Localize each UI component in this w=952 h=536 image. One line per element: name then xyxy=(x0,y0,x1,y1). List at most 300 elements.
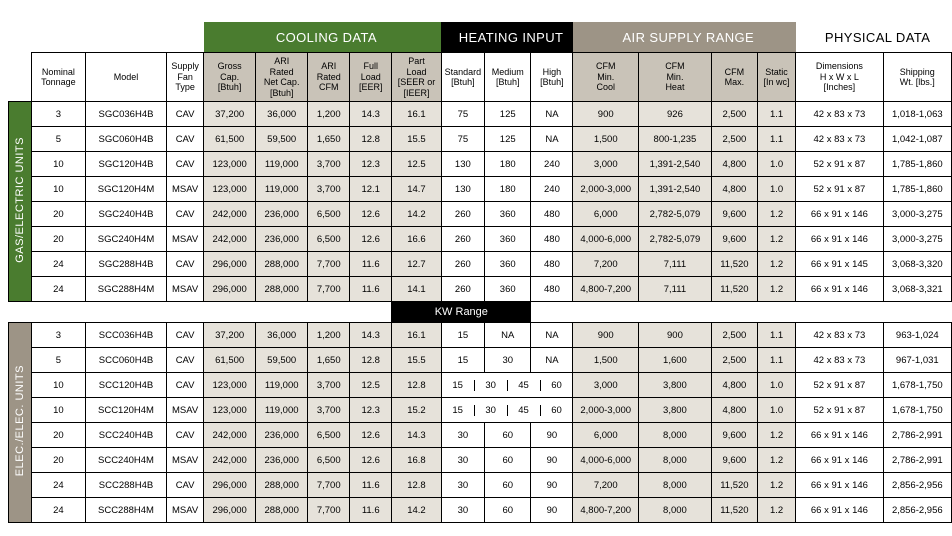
cell-model: SGC240H4M xyxy=(85,227,166,252)
cell-ari-net-cap: 288,000 xyxy=(256,473,308,498)
table-row xyxy=(9,277,952,302)
cell-nominal-tonnage: 10 xyxy=(32,373,86,398)
cell-supply-fan-type: CAV xyxy=(167,373,204,398)
cell-full-load-eer: 12.6 xyxy=(350,227,392,252)
cell-supply-fan-type: CAV xyxy=(167,152,204,177)
cell-cfm-min-cool: 4,800-7,200 xyxy=(573,498,639,523)
cell-cfm-min-heat: 1,391-2,540 xyxy=(639,177,712,202)
label-seer: [SEER or xyxy=(397,77,436,87)
label-medium-btuh: [Btuh] xyxy=(495,77,520,87)
cell-medium-btuh: 360 xyxy=(485,277,531,302)
cell-part-load-seer: 14.1 xyxy=(392,277,442,302)
table-row xyxy=(9,323,952,348)
cell-ari-cfm: 1,650 xyxy=(308,348,350,373)
cell-supply-fan-type: CAV xyxy=(167,473,204,498)
elec-elec-section xyxy=(9,323,952,523)
cell-nominal-tonnage: 20 xyxy=(32,202,86,227)
cell-cfm-min-cool: 4,800-7,200 xyxy=(573,277,639,302)
cell-nominal-tonnage: 5 xyxy=(32,348,86,373)
cell-part-load-seer: 12.8 xyxy=(392,373,442,398)
cell-cfm-min-cool: 4,000-6,000 xyxy=(573,448,639,473)
cell-kw-standard: 30 xyxy=(441,473,484,498)
table-row xyxy=(9,102,952,127)
cell-dimensions: 66 x 91 x 146 xyxy=(796,473,883,498)
cell-cfm-min-heat: 8,000 xyxy=(639,498,712,523)
cell-cfm-max: 11,520 xyxy=(711,277,757,302)
cell-ari-cfm: 3,700 xyxy=(308,152,350,177)
cell-supply-fan-type: CAV xyxy=(167,423,204,448)
table-row xyxy=(9,398,952,423)
cell-supply-fan-type: MSAV xyxy=(167,227,204,252)
label-eer: [EER] xyxy=(358,82,383,93)
label-supply: Supply xyxy=(171,61,199,72)
cell-dimensions: 52 x 91 x 87 xyxy=(796,373,883,398)
cell-standard-btuh: 75 xyxy=(441,127,484,152)
label-model: Model xyxy=(113,71,139,82)
cell-static: 1.1 xyxy=(757,127,795,152)
cell-cfm-min-cool: 2,000-3,000 xyxy=(573,398,639,423)
label-netcap: Net Cap. xyxy=(263,77,300,87)
label-gross-btuh: [Btuh] xyxy=(217,82,242,93)
table-row xyxy=(9,473,952,498)
label-cfm: CFM xyxy=(318,82,339,93)
col-header-cfm-min-heat xyxy=(639,53,712,102)
kw-blank-right xyxy=(531,302,952,323)
col-header-shipping-weight xyxy=(883,53,951,102)
label-ari-1: ARI xyxy=(274,56,290,66)
kw-range-label: KW Range xyxy=(392,302,531,323)
group-header-cooling-data: COOLING DATA xyxy=(204,22,442,53)
cell-nominal-tonnage: 3 xyxy=(32,323,86,348)
cell-kw-standard: 15 xyxy=(441,348,484,373)
cell-dimensions: 42 x 83 x 73 xyxy=(796,102,883,127)
label-inwc: [In wc] xyxy=(763,77,790,87)
cell-high-btuh: 480 xyxy=(531,252,573,277)
label-static: Static xyxy=(765,66,788,77)
cell-dimensions: 66 x 91 x 146 xyxy=(796,448,883,473)
cell-kw-medium: 60 xyxy=(485,448,531,473)
cell-standard-btuh: 260 xyxy=(441,277,484,302)
col-header-dimensions xyxy=(796,53,883,102)
cell-medium-btuh: 360 xyxy=(485,202,531,227)
cell-ari-net-cap: 288,000 xyxy=(256,498,308,523)
cell-kw-medium: 30 xyxy=(485,348,531,373)
cell-model: SCC060H4B xyxy=(85,348,166,373)
cell-part-load-seer: 14.7 xyxy=(392,177,442,202)
cell-part-load-seer: 14.3 xyxy=(392,423,442,448)
cell-medium-btuh: 125 xyxy=(485,127,531,152)
label-load-2: Load xyxy=(406,66,427,77)
cell-model: SCC240H4B xyxy=(85,423,166,448)
cell-cfm-min-heat: 926 xyxy=(639,102,712,127)
cell-gross-cap: 61,500 xyxy=(204,348,256,373)
group-header-physical-data: PHYSICAL DATA xyxy=(796,22,952,53)
cell-full-load-eer: 11.6 xyxy=(350,498,392,523)
cell-kw-value: 60 xyxy=(540,380,573,391)
cell-nominal-tonnage: 5 xyxy=(32,127,86,152)
cell-static: 1.1 xyxy=(757,348,795,373)
cell-gross-cap: 37,200 xyxy=(204,323,256,348)
cell-cfm-min-heat: 8,000 xyxy=(639,448,712,473)
cell-static: 1.1 xyxy=(757,323,795,348)
cell-cfm-min-cool: 4,000-6,000 xyxy=(573,227,639,252)
banner-blank-3 xyxy=(167,22,204,53)
cell-cfm-max: 9,600 xyxy=(711,448,757,473)
cell-supply-fan-type: MSAV xyxy=(167,448,204,473)
cell-shipping-weight: 1,042-1,087 xyxy=(883,127,951,152)
cell-gross-cap: 37,200 xyxy=(204,102,256,127)
cell-shipping-weight: 1,018-1,063 xyxy=(883,102,951,127)
cell-part-load-seer: 16.1 xyxy=(392,102,442,127)
cell-model: SCC036H4B xyxy=(85,323,166,348)
cell-gross-cap: 242,000 xyxy=(204,423,256,448)
cell-full-load-eer: 12.3 xyxy=(350,152,392,177)
col-header-cfm-min-cool xyxy=(573,53,639,102)
cell-supply-fan-type: MSAV xyxy=(167,277,204,302)
col-header-standard-btuh xyxy=(441,53,484,102)
cell-shipping-weight: 2,786-2,991 xyxy=(883,448,951,473)
cell-kw-value: 30 xyxy=(474,380,507,391)
cell-standard-btuh: 260 xyxy=(441,252,484,277)
cell-cfm-min-cool: 900 xyxy=(573,102,639,127)
cell-kw-range-group xyxy=(441,398,573,423)
cell-model: SCC120H4M xyxy=(85,398,166,423)
side-label-gas-electric-units xyxy=(9,102,32,302)
cell-dimensions: 66 x 91 x 146 xyxy=(796,423,883,448)
cell-nominal-tonnage: 3 xyxy=(32,102,86,127)
cell-ari-cfm: 3,700 xyxy=(308,398,350,423)
cell-cfm-max: 2,500 xyxy=(711,127,757,152)
table-row xyxy=(9,252,952,277)
cell-gross-cap: 296,000 xyxy=(204,277,256,302)
cell-ari-net-cap: 236,000 xyxy=(256,227,308,252)
cell-kw-value: 45 xyxy=(507,380,540,391)
table-row xyxy=(9,202,952,227)
cell-ari-cfm: 7,700 xyxy=(308,498,350,523)
cell-kw-standard: 30 xyxy=(441,448,484,473)
cell-part-load-seer: 14.2 xyxy=(392,202,442,227)
cell-static: 1.2 xyxy=(757,448,795,473)
cell-gross-cap: 242,000 xyxy=(204,448,256,473)
cell-part-load-seer: 15.2 xyxy=(392,398,442,423)
cell-nominal-tonnage: 24 xyxy=(32,277,86,302)
cell-kw-range-group xyxy=(441,373,573,398)
specification-table xyxy=(8,22,952,523)
label-cfm-3: CFM xyxy=(724,66,745,77)
label-net-btuh: [Btuh] xyxy=(269,87,294,98)
cell-model: SCC240H4M xyxy=(85,448,166,473)
cell-standard-btuh: 130 xyxy=(441,152,484,177)
cell-model: SGC036H4B xyxy=(85,102,166,127)
label-cap: Cap. xyxy=(220,71,240,82)
cell-model: SCC288H4B xyxy=(85,473,166,498)
cell-cfm-min-heat: 3,800 xyxy=(639,398,712,423)
cell-supply-fan-type: CAV xyxy=(167,127,204,152)
table-row xyxy=(9,227,952,252)
cell-ari-cfm: 6,500 xyxy=(308,423,350,448)
label-cool: Cool xyxy=(596,82,615,93)
cell-supply-fan-type: CAV xyxy=(167,252,204,277)
col-header-cfm-max xyxy=(711,53,757,102)
col-header-full-load-eer xyxy=(350,53,392,102)
cell-nominal-tonnage: 10 xyxy=(32,177,86,202)
label-part: Part xyxy=(408,56,425,66)
label-wt-lbs: Wt. [lbs.] xyxy=(899,77,935,87)
cell-high-btuh: 480 xyxy=(531,202,573,227)
cell-full-load-eer: 12.8 xyxy=(350,348,392,373)
cell-cfm-min-cool: 3,000 xyxy=(573,152,639,177)
label-ieer: [IEER] xyxy=(403,87,430,98)
cell-model: SGC120H4B xyxy=(85,152,166,177)
cell-supply-fan-type: CAV xyxy=(167,323,204,348)
cell-dimensions: 52 x 91 x 87 xyxy=(796,398,883,423)
banner-blank-2 xyxy=(85,22,166,53)
cell-cfm-min-heat: 3,800 xyxy=(639,373,712,398)
cell-static: 1.0 xyxy=(757,152,795,177)
cell-ari-net-cap: 36,000 xyxy=(256,323,308,348)
cell-model: SGC288H4B xyxy=(85,252,166,277)
table-row xyxy=(9,498,952,523)
cell-kw-medium: 60 xyxy=(485,473,531,498)
cell-ari-net-cap: 59,500 xyxy=(256,127,308,152)
table-row xyxy=(9,423,952,448)
cell-nominal-tonnage: 20 xyxy=(32,423,86,448)
side-label-text: GAS/ELECTRIC UNITS xyxy=(14,137,26,263)
cell-supply-fan-type: MSAV xyxy=(167,398,204,423)
cell-model: SGC288H4M xyxy=(85,277,166,302)
column-header-row xyxy=(9,53,952,102)
cell-cfm-max: 4,800 xyxy=(711,398,757,423)
cell-cfm-min-cool: 900 xyxy=(573,323,639,348)
cell-ari-cfm: 6,500 xyxy=(308,202,350,227)
cell-cfm-min-heat: 7,111 xyxy=(639,252,712,277)
cell-full-load-eer: 12.6 xyxy=(350,202,392,227)
label-min-2: Min. xyxy=(666,71,684,82)
cell-ari-net-cap: 119,000 xyxy=(256,398,308,423)
cell-kw-value: 60 xyxy=(540,405,573,416)
cell-ari-cfm: 1,650 xyxy=(308,127,350,152)
table-row xyxy=(9,177,952,202)
cell-full-load-eer: 14.3 xyxy=(350,102,392,127)
cell-cfm-max: 11,520 xyxy=(711,252,757,277)
label-tonnage: Tonnage xyxy=(41,77,76,87)
cell-supply-fan-type: MSAV xyxy=(167,498,204,523)
cell-model: SCC288H4M xyxy=(85,498,166,523)
label-ari-2: ARI xyxy=(321,61,337,72)
cell-ari-net-cap: 236,000 xyxy=(256,202,308,227)
cell-shipping-weight: 3,000-3,275 xyxy=(883,202,951,227)
label-inches: [Inches] xyxy=(823,82,856,93)
label-medium: Medium xyxy=(491,66,524,77)
cell-kw-standard: 30 xyxy=(441,423,484,448)
cell-supply-fan-type: MSAV xyxy=(167,177,204,202)
gas-electric-section xyxy=(9,102,952,302)
cell-ari-net-cap: 236,000 xyxy=(256,423,308,448)
cell-full-load-eer: 12.1 xyxy=(350,177,392,202)
col-header-ari-cfm xyxy=(308,53,350,102)
cell-dimensions: 66 x 91 x 146 xyxy=(796,202,883,227)
label-standard: Standard xyxy=(444,66,482,77)
cell-dimensions: 42 x 83 x 73 xyxy=(796,323,883,348)
cell-ari-net-cap: 36,000 xyxy=(256,102,308,127)
cell-ari-net-cap: 59,500 xyxy=(256,348,308,373)
col-header-nominal-tonnage xyxy=(32,53,86,102)
cell-cfm-max: 2,500 xyxy=(711,102,757,127)
cell-medium-btuh: 180 xyxy=(485,152,531,177)
kw-blank-side xyxy=(9,302,32,323)
cell-high-btuh: 240 xyxy=(531,177,573,202)
cell-gross-cap: 61,500 xyxy=(204,127,256,152)
cell-gross-cap: 123,000 xyxy=(204,152,256,177)
cell-static: 1.0 xyxy=(757,398,795,423)
cell-cfm-max: 2,500 xyxy=(711,323,757,348)
cell-ari-net-cap: 119,000 xyxy=(256,373,308,398)
cell-ari-cfm: 3,700 xyxy=(308,373,350,398)
label-hwl: H x W x L xyxy=(819,71,859,82)
cell-cfm-min-heat: 800-1,235 xyxy=(639,127,712,152)
cell-shipping-weight: 963-1,024 xyxy=(883,323,951,348)
cell-model: SGC060H4B xyxy=(85,127,166,152)
cell-part-load-seer: 16.6 xyxy=(392,227,442,252)
cell-shipping-weight: 1,678-1,750 xyxy=(883,398,951,423)
kw-blank-left xyxy=(32,302,392,323)
cell-shipping-weight: 2,856-2,956 xyxy=(883,473,951,498)
table-row xyxy=(9,127,952,152)
label-fan: Fan xyxy=(177,71,193,82)
cell-standard-btuh: 260 xyxy=(441,227,484,252)
cell-static: 1.2 xyxy=(757,473,795,498)
cell-static: 1.2 xyxy=(757,252,795,277)
label-gross: Gross xyxy=(217,61,242,72)
cell-static: 1.0 xyxy=(757,177,795,202)
cell-ari-cfm: 7,700 xyxy=(308,277,350,302)
cell-gross-cap: 242,000 xyxy=(204,227,256,252)
cell-kw-high: 90 xyxy=(531,498,573,523)
cell-kw-value: 45 xyxy=(507,405,540,416)
cell-cfm-max: 4,800 xyxy=(711,373,757,398)
label-shipping: Shipping xyxy=(899,66,935,77)
cell-model: SGC120H4M xyxy=(85,177,166,202)
cell-part-load-seer: 15.5 xyxy=(392,127,442,152)
cell-kw-value: 15 xyxy=(452,404,463,416)
cell-medium-btuh: 180 xyxy=(485,177,531,202)
cell-medium-btuh: 125 xyxy=(485,102,531,127)
cell-cfm-max: 9,600 xyxy=(711,227,757,252)
cell-ari-cfm: 7,700 xyxy=(308,473,350,498)
cell-standard-btuh: 130 xyxy=(441,177,484,202)
cell-ari-cfm: 7,700 xyxy=(308,252,350,277)
cell-static: 1.2 xyxy=(757,423,795,448)
col-header-ari-net-cap xyxy=(256,53,308,102)
group-header-air-supply-range: AIR SUPPLY RANGE xyxy=(573,22,796,53)
label-cfm-2: CFM xyxy=(665,61,685,72)
cell-ari-net-cap: 288,000 xyxy=(256,277,308,302)
cell-cfm-max: 4,800 xyxy=(711,177,757,202)
cell-shipping-weight: 2,856-2,956 xyxy=(883,498,951,523)
cell-shipping-weight: 3,000-3,275 xyxy=(883,227,951,252)
cell-shipping-weight: 1,678-1,750 xyxy=(883,373,951,398)
label-rated-2: Rated xyxy=(316,71,341,82)
label-high-btuh: [Btuh] xyxy=(540,77,564,87)
cell-kw-value: 30 xyxy=(474,405,507,416)
cell-dimensions: 66 x 91 x 146 xyxy=(796,227,883,252)
kw-range-row xyxy=(9,302,952,323)
cell-cfm-min-cool: 1,500 xyxy=(573,348,639,373)
cell-part-load-seer: 12.8 xyxy=(392,473,442,498)
cell-standard-btuh: 260 xyxy=(441,202,484,227)
label-heat: Heat xyxy=(665,82,685,93)
cell-ari-cfm: 6,500 xyxy=(308,448,350,473)
label-load-1: Load xyxy=(360,71,381,82)
col-header-model xyxy=(85,53,166,102)
cell-cfm-min-cool: 6,000 xyxy=(573,423,639,448)
cell-high-btuh: 480 xyxy=(531,227,573,252)
cell-supply-fan-type: CAV xyxy=(167,202,204,227)
cell-cfm-max: 11,520 xyxy=(711,498,757,523)
cell-static: 1.2 xyxy=(757,227,795,252)
cell-ari-net-cap: 236,000 xyxy=(256,448,308,473)
cell-cfm-min-cool: 6,000 xyxy=(573,202,639,227)
cell-cfm-min-heat: 2,782-5,079 xyxy=(639,202,712,227)
cell-part-load-seer: 12.7 xyxy=(392,252,442,277)
cell-nominal-tonnage: 20 xyxy=(32,448,86,473)
cell-gross-cap: 123,000 xyxy=(204,373,256,398)
table-row xyxy=(9,152,952,177)
cell-dimensions: 52 x 91 x 87 xyxy=(796,177,883,202)
cell-part-load-seer: 16.8 xyxy=(392,448,442,473)
cell-static: 1.1 xyxy=(757,102,795,127)
cell-high-btuh: NA xyxy=(531,102,573,127)
label-full: Full xyxy=(363,61,378,72)
banner-blank-1 xyxy=(32,22,86,53)
cell-full-load-eer: 14.3 xyxy=(350,323,392,348)
cell-gross-cap: 296,000 xyxy=(204,252,256,277)
cell-high-btuh: NA xyxy=(531,127,573,152)
cell-dimensions: 66 x 91 x 146 xyxy=(796,498,883,523)
cell-kw-high: NA xyxy=(531,348,573,373)
cell-ari-cfm: 3,700 xyxy=(308,177,350,202)
cell-high-btuh: 240 xyxy=(531,152,573,177)
cell-kw-medium: 60 xyxy=(485,423,531,448)
cell-shipping-weight: 3,068-3,320 xyxy=(883,252,951,277)
cell-kw-medium: 60 xyxy=(485,498,531,523)
col-header-supply-fan-type xyxy=(167,53,204,102)
cell-cfm-min-heat: 8,000 xyxy=(639,423,712,448)
table-row xyxy=(9,348,952,373)
col-header-static xyxy=(757,53,795,102)
group-banner-row xyxy=(9,22,952,53)
cell-cfm-min-cool: 2,000-3,000 xyxy=(573,177,639,202)
cell-cfm-min-heat: 900 xyxy=(639,323,712,348)
cell-cfm-min-heat: 7,111 xyxy=(639,277,712,302)
cell-model: SCC120H4B xyxy=(85,373,166,398)
side-label-elec-elec-units xyxy=(9,323,32,523)
cell-nominal-tonnage: 24 xyxy=(32,473,86,498)
cell-part-load-seer: 15.5 xyxy=(392,348,442,373)
cell-shipping-weight: 967-1,031 xyxy=(883,348,951,373)
cell-nominal-tonnage: 10 xyxy=(32,152,86,177)
label-standard-btuh: [Btuh] xyxy=(451,77,475,87)
cell-cfm-min-heat: 1,600 xyxy=(639,348,712,373)
cell-static: 1.2 xyxy=(757,277,795,302)
cell-nominal-tonnage: 24 xyxy=(32,252,86,277)
cell-supply-fan-type: CAV xyxy=(167,348,204,373)
cell-shipping-weight: 3,068-3,321 xyxy=(883,277,951,302)
cell-shipping-weight: 2,786-2,991 xyxy=(883,423,951,448)
cell-gross-cap: 296,000 xyxy=(204,473,256,498)
cell-full-load-eer: 12.6 xyxy=(350,423,392,448)
label-max: Max. xyxy=(724,77,745,87)
